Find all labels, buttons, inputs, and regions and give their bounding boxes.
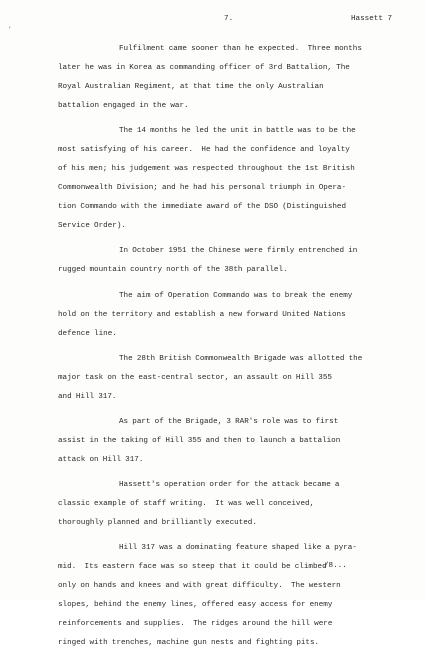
paragraph — [58, 242, 398, 280]
text-line: major task on the east-central sector, an assault on Hill 355 — [58, 373, 332, 382]
text-line: hold on the territory and establish a new forward United Nations — [58, 310, 346, 319]
paragraph — [58, 122, 398, 236]
text-line: Hill 317 was a dominating feature shaped like a pyra- — [119, 544, 357, 553]
text-line: tion Commando with the immediate award of the DSO (Distinguished — [58, 203, 347, 212]
page-number: 7. — [224, 15, 234, 23]
text-line: battalion engaged in the war. — [58, 102, 189, 110]
text-line: As part of the Brigade, 3 RAR's role was to first — [119, 417, 339, 426]
text-line: classic example of staff writing. It was well conceived, — [58, 500, 315, 509]
paragraph — [58, 476, 398, 533]
text-line: assist in the taking of Hill 355 and then to launch a battalion — [58, 436, 341, 445]
text-line: mid. Its eastern face was so steep that it could be climbed — [58, 563, 327, 572]
text-line: of his men; his judgement was respected throughout the 1st British — [58, 165, 355, 174]
text-line: most satisfying of his career. He had the confidence and loyalty — [58, 146, 350, 155]
text-line: Royal Australian Regiment, at that time the only Australian — [58, 83, 324, 91]
text-line: In October 1951 the Chinese were firmly entrenched in — [119, 247, 358, 256]
text-line: later he was in Korea as commanding officer of 3rd Battalion, The — [58, 64, 350, 72]
text-line: defence line. — [58, 329, 117, 338]
body-text — [58, 40, 398, 660]
paragraph — [58, 539, 398, 653]
paragraph — [58, 350, 398, 407]
text-line: attack on Hill 317. — [58, 455, 144, 464]
text-line: Service Order). — [58, 222, 126, 231]
margin-mark: ' — [8, 26, 12, 33]
text-line: The 28th British Commonwealth Brigade was allotted the — [119, 354, 363, 363]
text-line: Hassett's operation order for the attack became a — [119, 481, 340, 490]
text-line: thoroughly planned and brilliantly executed. — [58, 519, 257, 528]
continuation-marker: /8... — [324, 562, 347, 570]
text-line: Fulfilment came sooner than he expected. Three months — [119, 45, 362, 53]
text-line: Commonwealth Division; and he had his personal triumph in Opera- — [58, 184, 347, 193]
text-line: reinforcements and supplies. The ridges around the hill were — [58, 620, 333, 629]
text-line: only on hands and knees and with great difficulty. The western — [58, 582, 341, 591]
running-head: Hassett 7 — [351, 15, 393, 23]
text-line: The aim of Operation Commando was to break the enemy — [119, 291, 353, 300]
text-line: and Hill 317. — [58, 392, 117, 401]
paragraph — [58, 40, 398, 116]
text-line: slopes, behind the enemy lines, offered easy access for enemy — [58, 601, 333, 610]
paragraph — [58, 413, 398, 470]
text-line: ringed with trenches, machine gun nests and fighting pits. — [58, 639, 320, 648]
paragraph — [58, 287, 398, 344]
text-line: The 14 months he led the unit in battle was to be the — [119, 127, 356, 136]
text-line: rugged mountain country north of the 38th parallel. — [58, 266, 288, 275]
